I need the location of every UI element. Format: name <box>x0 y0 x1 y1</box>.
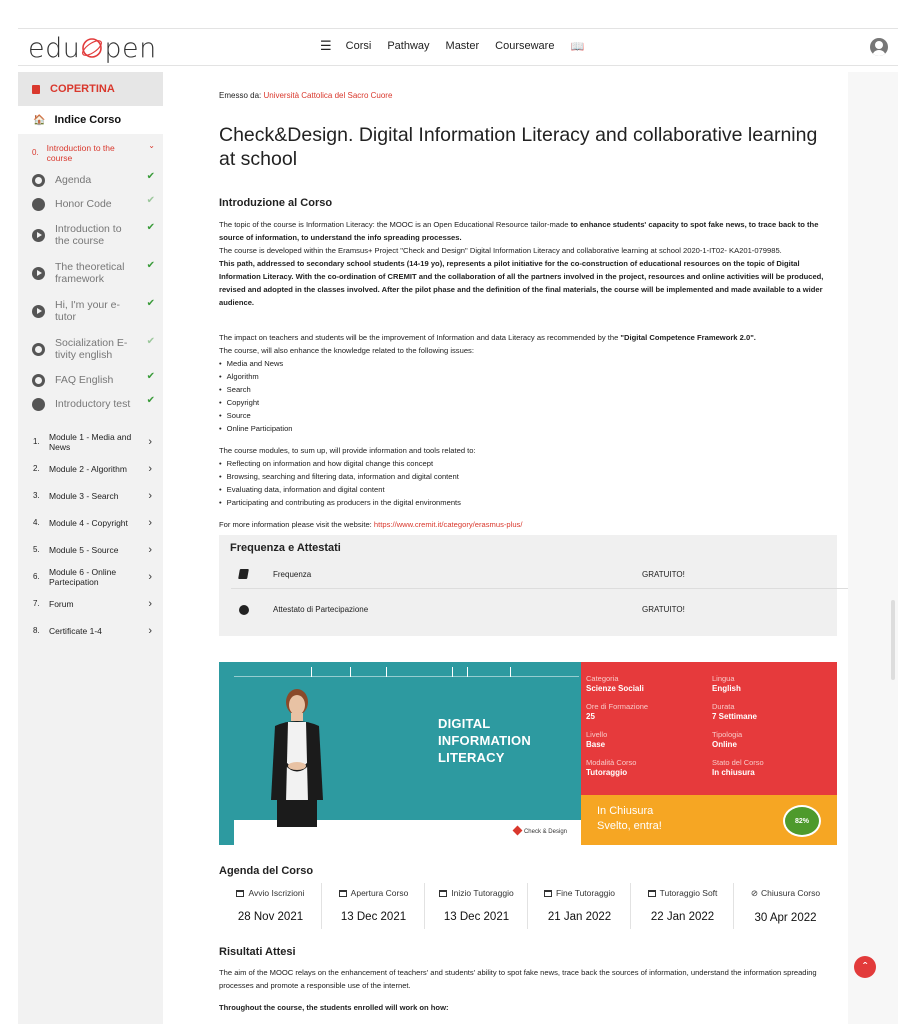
info-mode <box>586 758 636 777</box>
module-certificate[interactable] <box>18 617 163 644</box>
results-heading: Risultati Attesi <box>219 946 296 958</box>
calendar-icon <box>544 890 552 897</box>
info-language <box>712 674 741 693</box>
strip-tick <box>510 667 511 677</box>
module-number: 4. <box>33 517 40 527</box>
check-icon: ✔ <box>146 298 155 309</box>
module-6[interactable] <box>18 563 163 590</box>
course-index[interactable] <box>18 106 163 134</box>
info-key: Categoria <box>586 674 619 683</box>
module-3[interactable] <box>18 482 163 509</box>
module-label: Module 6 - Online Partecipation <box>49 566 117 587</box>
agenda-label: Tutoraggio Soft <box>659 888 718 898</box>
impact-p1-bold: "Digital Competence Framework 2.0". <box>620 333 756 342</box>
module-label: Certificate 1-4 <box>49 625 102 636</box>
info-value: Base <box>586 739 606 749</box>
strip-tick <box>386 667 387 677</box>
module-number: 5. <box>33 544 40 554</box>
check-icon: ✔ <box>146 222 155 233</box>
agenda-label: Chiusura Corso <box>761 888 821 898</box>
list-item: • Reflecting on information and how digital change this concept <box>219 457 834 470</box>
lesson-label: FAQ English <box>55 374 114 386</box>
info-duration <box>712 702 757 721</box>
impact-p2: The course, will also enhance the knowledge related to the following issues: <box>219 346 474 355</box>
section-introduction[interactable] <box>18 138 163 168</box>
agenda-item <box>425 883 528 929</box>
lesson-label: Honor Code <box>55 198 112 210</box>
list-item: • Browsing, searching and filtering data, information and digital content <box>219 470 834 483</box>
clock-icon: ⊘ <box>750 888 759 898</box>
strip-tick <box>467 667 468 677</box>
chevron-right-icon: › <box>148 543 152 556</box>
strip-tick <box>452 667 453 677</box>
issuer-label: Emesso da: <box>219 91 264 100</box>
intro-heading: Introduzione al Corso <box>219 197 333 209</box>
lesson-introductory-test[interactable] <box>18 392 163 416</box>
issues-list <box>219 357 834 435</box>
check-icon: ✔ <box>146 371 155 382</box>
more-info <box>219 518 834 531</box>
list-item: • Media and News <box>219 357 834 370</box>
strip-tick <box>311 667 312 677</box>
video-title-line: LITERACY <box>438 750 505 765</box>
agenda-label: Inizio Tutoraggio <box>451 888 514 898</box>
diamond-icon <box>513 826 523 836</box>
intro-p2: The course is developed within the Eramsus+ Project "Check and Design" Digital Information Literacy and collaborative learning at school 2020-1-IT02- KA201-079985. <box>219 246 782 255</box>
agenda-date: 22 Jan 2022 <box>650 911 715 923</box>
book-icon <box>238 569 249 579</box>
list-item: • Copyright <box>219 396 834 409</box>
agenda-item <box>219 883 322 929</box>
nav-corsi[interactable]: Corsi <box>345 40 372 52</box>
check-icon: ✔ <box>146 171 155 182</box>
lesson-introduction[interactable] <box>18 216 163 254</box>
video-title <box>438 715 531 766</box>
ring-icon <box>32 374 45 387</box>
agenda-item <box>528 883 631 929</box>
chevron-right-icon: › <box>148 489 152 502</box>
module-5[interactable] <box>18 536 163 563</box>
intro-p1-bold: to enhance students' capacity to spot fake news, to trace back to the source of information, to understand the info spreading processes. <box>219 220 819 242</box>
chevron-right-icon: › <box>148 435 152 448</box>
badge-icon <box>32 198 45 211</box>
agenda-heading: Agenda del Corso <box>219 865 314 877</box>
course-title: Check&Design. Digital Information Literacy and collaborative learning at school <box>219 124 818 170</box>
list-item: • Search <box>219 383 834 396</box>
main-content <box>163 72 848 1024</box>
info-key: Tipologia <box>712 730 743 739</box>
document-icon <box>32 85 40 94</box>
agenda-date: 30 Apr 2022 <box>754 912 817 924</box>
frequency-label: Frequenza <box>273 570 312 579</box>
top-bar <box>18 28 898 66</box>
agenda-label: Fine Tutoraggio <box>555 888 616 898</box>
scrollbar[interactable] <box>891 600 895 680</box>
play-icon <box>32 229 45 242</box>
lesson-theoretical-framework[interactable] <box>18 254 163 292</box>
info-value: English <box>712 683 741 693</box>
intro-p1: The topic of the course is Information Literacy: the MOOC is an Open Educational Resource tailor-made <box>219 220 571 229</box>
info-value: In chiusura <box>712 767 755 777</box>
right-gutter <box>848 72 898 1024</box>
check-design-logo-text: Check & Design <box>523 829 567 835</box>
module-label: Module 2 - Algorithm <box>49 463 127 474</box>
divider <box>231 588 851 589</box>
frequency-box <box>219 535 837 636</box>
nav-courseware[interactable]: Courseware <box>495 40 555 52</box>
module-number: 2. <box>33 463 40 473</box>
module-2[interactable] <box>18 455 163 482</box>
lesson-agenda[interactable] <box>18 168 163 192</box>
certificate-value: GRATUITO! <box>642 605 685 614</box>
module-forum[interactable] <box>18 590 163 617</box>
check-icon: ✔ <box>146 336 155 347</box>
info-key: Livello <box>586 730 608 739</box>
promo-line: In Chiusura <box>597 805 654 817</box>
chevron-right-icon: › <box>148 462 152 475</box>
frequency-title: Frequenza e Attestati <box>230 542 341 554</box>
course-info-panel <box>581 662 837 795</box>
logo-text-left: edu <box>28 33 81 64</box>
info-hours <box>586 702 648 721</box>
results-p1: The aim of the MOOC relays on the enhancement of teachers' and students' ability to spot fake news, trace back the sources of information, understand the information spreading processes and promote a responsible use of the internet. <box>219 968 817 990</box>
user-avatar-icon[interactable] <box>870 38 888 56</box>
impact-text <box>219 331 834 435</box>
agenda-date: 13 Dec 2021 <box>340 911 407 923</box>
module-label: Module 5 - Source <box>49 544 119 555</box>
promo-line: Svelto, entra! <box>597 820 662 832</box>
course-video[interactable] <box>219 662 581 845</box>
book-icon[interactable]: 📖 <box>570 41 585 53</box>
play-icon <box>32 305 45 318</box>
list-item: • Online Participation <box>219 422 834 435</box>
module-1[interactable] <box>18 428 163 455</box>
results-text-2 <box>219 1001 834 1014</box>
check-icon: ✔ <box>146 260 155 271</box>
video-title-line: INFORMATION <box>438 733 531 748</box>
info-value: 7 Settimane <box>712 711 757 721</box>
list-item: • Participating and contributing as producers in the digital environments <box>219 496 834 509</box>
modules-intro: The course modules, to sum up, will provide information and tools related to: <box>219 446 476 455</box>
eduopen-logo[interactable] <box>28 33 157 64</box>
presenter-image <box>257 682 337 827</box>
lesson-label: Introductory test <box>55 398 131 410</box>
lesson-faq[interactable] <box>18 368 163 392</box>
info-key: Modalità Corso <box>586 758 637 767</box>
ring-icon <box>32 343 45 356</box>
course-banner <box>219 662 837 845</box>
ring-icon <box>32 174 45 187</box>
list-item: • Source <box>219 409 834 422</box>
calendar-icon <box>648 890 656 897</box>
module-label: Module 1 - Media and News <box>49 431 132 452</box>
list-item: • Evaluating data, information and digital content <box>219 483 834 496</box>
calendar-icon <box>339 890 347 897</box>
info-key: Ore di Formazione <box>586 702 649 711</box>
intro-text <box>219 218 834 309</box>
calendar-icon <box>439 890 447 897</box>
chevron-right-icon: › <box>148 516 152 529</box>
nav-master[interactable]: Master <box>445 40 480 52</box>
chevron-right-icon: › <box>148 570 152 583</box>
lesson-label: Agenda <box>55 174 92 186</box>
agenda-date: 28 Nov 2021 <box>237 911 304 923</box>
calendar-icon <box>236 890 244 897</box>
more-info-label: For more information please visit the website: <box>219 520 374 529</box>
agenda-date: 13 Dec 2021 <box>443 911 510 923</box>
chevron-up-icon: ˆ <box>863 960 867 974</box>
home-icon: 🏠 <box>33 114 46 126</box>
module-number: 7. <box>33 598 40 608</box>
section-label: Introduction to the course <box>46 143 115 163</box>
enroll-promo[interactable] <box>581 795 837 845</box>
play-icon <box>32 267 45 280</box>
frequency-value: GRATUITO! <box>642 570 685 579</box>
agenda-item <box>734 883 837 929</box>
course-index-label: Indice Corso <box>54 114 122 126</box>
video-strip <box>234 667 579 677</box>
main-nav <box>320 40 584 53</box>
lesson-etutor[interactable] <box>18 292 163 330</box>
info-value: Scienze Sociali <box>586 683 644 693</box>
cover-link[interactable] <box>18 72 163 106</box>
impact-p1: The impact on teachers and students will be the improvement of Information and data Literacy as recommended by the <box>219 333 621 342</box>
info-category <box>586 674 644 693</box>
agenda-label: Avvio Iscrizioni <box>248 888 305 898</box>
module-number: 1. <box>33 436 40 446</box>
info-key: Stato del Corso <box>712 758 764 767</box>
chevron-down-icon[interactable]: ⌄ <box>148 141 155 150</box>
module-number: 8. <box>33 625 40 635</box>
strip-tick <box>350 667 351 677</box>
modules-text <box>219 444 834 509</box>
module-4[interactable] <box>18 509 163 536</box>
info-key: Lingua <box>712 674 735 683</box>
intro-p3: This path, addressed to secondary school students (14-19 yo), represents a pilot initiative for the co-construction of educational resources on the topic of Digital Information Literacy. With the co-ordination of CREMIT and the collaboration of all the partners involved in the project, resources and online activities will be produced, revised and adopted in the classes involved. After the pilot phase and the definition of the final materials, the course will be implemented and made available to a wider audience. <box>219 259 824 307</box>
lesson-honor-code[interactable] <box>18 192 163 216</box>
lesson-label: Hi, I'm your e-tutor <box>55 299 121 323</box>
scroll-to-top-button[interactable] <box>854 956 876 978</box>
module-label: Module 4 - Copyright <box>49 517 128 528</box>
agenda-date: 21 Jan 2022 <box>547 911 612 923</box>
info-type <box>712 730 742 749</box>
module-number: 3. <box>33 490 40 500</box>
check-icon: ✔ <box>146 395 155 406</box>
module-number: 6. <box>33 571 40 581</box>
agenda-label: Apertura Corso <box>350 888 409 898</box>
results-text <box>219 966 834 992</box>
logo-o-icon <box>80 36 104 60</box>
menu-icon[interactable]: ☰ <box>320 38 332 53</box>
lesson-label: The theoretical framework <box>55 261 125 285</box>
info-key: Durata <box>712 702 735 711</box>
cover-label: COPERTINA <box>50 83 115 95</box>
course-sidebar <box>18 72 163 1024</box>
badge-icon <box>32 398 45 411</box>
issuer-line <box>219 91 392 100</box>
issuer-link[interactable]: Università Cattolica del Sacro Cuore <box>263 91 393 100</box>
more-info-link[interactable]: https://www.cremit.it/category/erasmus-plus/ <box>373 520 523 529</box>
info-value: Tutoraggio <box>586 767 628 777</box>
agenda-item <box>322 883 425 929</box>
section-number: 0. <box>32 148 39 157</box>
tools-list <box>219 457 834 509</box>
info-status <box>712 758 764 777</box>
check-design-logo <box>514 827 567 835</box>
certificate-icon <box>239 605 249 615</box>
module-label: Forum <box>49 598 74 609</box>
info-value: 25 <box>586 711 595 721</box>
lesson-socialization[interactable] <box>18 330 163 368</box>
logo-text-right: pen <box>104 33 157 64</box>
agenda-item <box>631 883 734 929</box>
list-item: • Algorithm <box>219 370 834 383</box>
info-value: Online <box>712 739 737 749</box>
chevron-right-icon: › <box>148 624 152 637</box>
agenda-row <box>219 883 839 933</box>
check-icon: ✔ <box>146 195 155 206</box>
info-level <box>586 730 607 749</box>
lesson-label: Introduction to the course <box>55 223 122 247</box>
nav-pathway[interactable]: Pathway <box>387 40 430 52</box>
module-label: Module 3 - Search <box>49 490 119 501</box>
chevron-right-icon: › <box>148 597 152 610</box>
certificate-row <box>219 595 837 629</box>
progress-badge: 82% <box>783 805 821 837</box>
lesson-label: Socialization E-tivity english <box>55 337 128 361</box>
video-title-line: DIGITAL <box>438 716 491 731</box>
results-p2: Throughout the course, the students enrolled will work on how: <box>219 1003 449 1012</box>
certificate-label: Attestato di Partecipazione <box>273 605 369 614</box>
promo-text <box>597 804 662 834</box>
